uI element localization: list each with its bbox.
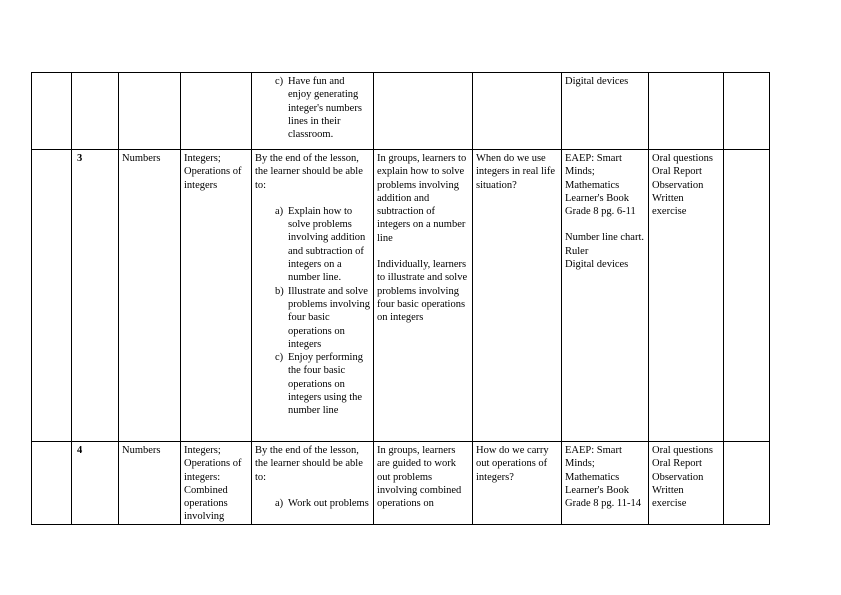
outcome-item: b) Illustrate and solve problems involving four basic operations on integers <box>275 285 370 350</box>
outcomes-intro: By the end of the lesson, the learner should be able to: <box>255 153 363 191</box>
sub-strand-cell: Integers; Operations of integers: Combined operations involving <box>181 442 252 525</box>
resources-cell <box>562 150 649 442</box>
resources-cell <box>562 73 649 150</box>
week-cell: 3 <box>72 150 119 442</box>
inquiry-question-cell: When do we use integers in real life situation? <box>473 150 562 442</box>
resource-item: Number line chart. <box>565 232 645 244</box>
experience-item: In groups, learners to explain how to solve problems involving addition and subtraction of integers on a number line <box>377 153 467 244</box>
lesson-cell <box>32 442 72 525</box>
resources-cell <box>562 442 649 525</box>
learning-outcomes-cell <box>252 150 374 442</box>
strand-cell <box>119 73 181 150</box>
learning-experiences-cell <box>374 73 473 150</box>
lesson-cell <box>32 73 72 150</box>
table-row <box>32 73 770 150</box>
assessment-cell: Oral questions Oral Report Observation Written exercise <box>649 150 724 442</box>
week-cell: 4 <box>72 442 119 525</box>
resource-item: EAEP: Smart Minds; Mathematics Learner's Book Grade 8 pg. 6-11 <box>565 153 636 218</box>
inquiry-question-cell <box>473 73 562 150</box>
assessment-cell: Oral questions Oral Report Observation Written exercise <box>649 442 724 525</box>
resource-item: Digital devices <box>565 259 629 271</box>
learning-experiences-cell <box>374 442 473 525</box>
outcomes-intro: By the end of the lesson, the learner should be able to: <box>255 445 363 483</box>
sub-strand-cell: Integers; Operations of integers <box>181 150 252 442</box>
lesson-cell <box>32 150 72 442</box>
outcome-item: c) Enjoy performing the four basic operations on integers using the number line <box>275 352 363 417</box>
outcome-item: c) Have fun and enjoy generating integer's numbers lines in their classroom. <box>275 76 362 141</box>
reflection-cell <box>724 73 770 150</box>
resource-item: EAEP: Smart Minds; Mathematics Learner's Book Grade 8 pg. 11-14 <box>565 445 642 510</box>
experience-item: In groups, learners are guided to work out problems involving combined operations on <box>377 445 462 510</box>
table-row <box>32 442 770 525</box>
scheme-of-work-table <box>31 72 770 525</box>
week-cell <box>72 73 119 150</box>
inquiry-question-cell: How do we carry out operations of integers? <box>473 442 562 525</box>
reflection-cell <box>724 150 770 442</box>
outcome-item: a) Work out problems <box>275 497 369 509</box>
learning-outcomes-cell <box>252 73 374 150</box>
table-row <box>32 150 770 442</box>
resource-item: Digital devices <box>565 76 629 87</box>
experience-item: Individually, learners to illustrate and solve problems involving four basic operations on integers <box>377 259 468 324</box>
resource-item: Ruler <box>565 245 589 257</box>
outcome-item: a) Explain how to solve problems involving addition and subtraction of integers on a number line. <box>275 205 366 284</box>
learning-outcomes-cell <box>252 442 374 525</box>
strand-cell: Numbers <box>119 442 181 525</box>
reflection-cell <box>724 442 770 525</box>
strand-cell: Numbers <box>119 150 181 442</box>
sub-strand-cell <box>181 73 252 150</box>
assessment-cell <box>649 73 724 150</box>
learning-experiences-cell <box>374 150 473 442</box>
